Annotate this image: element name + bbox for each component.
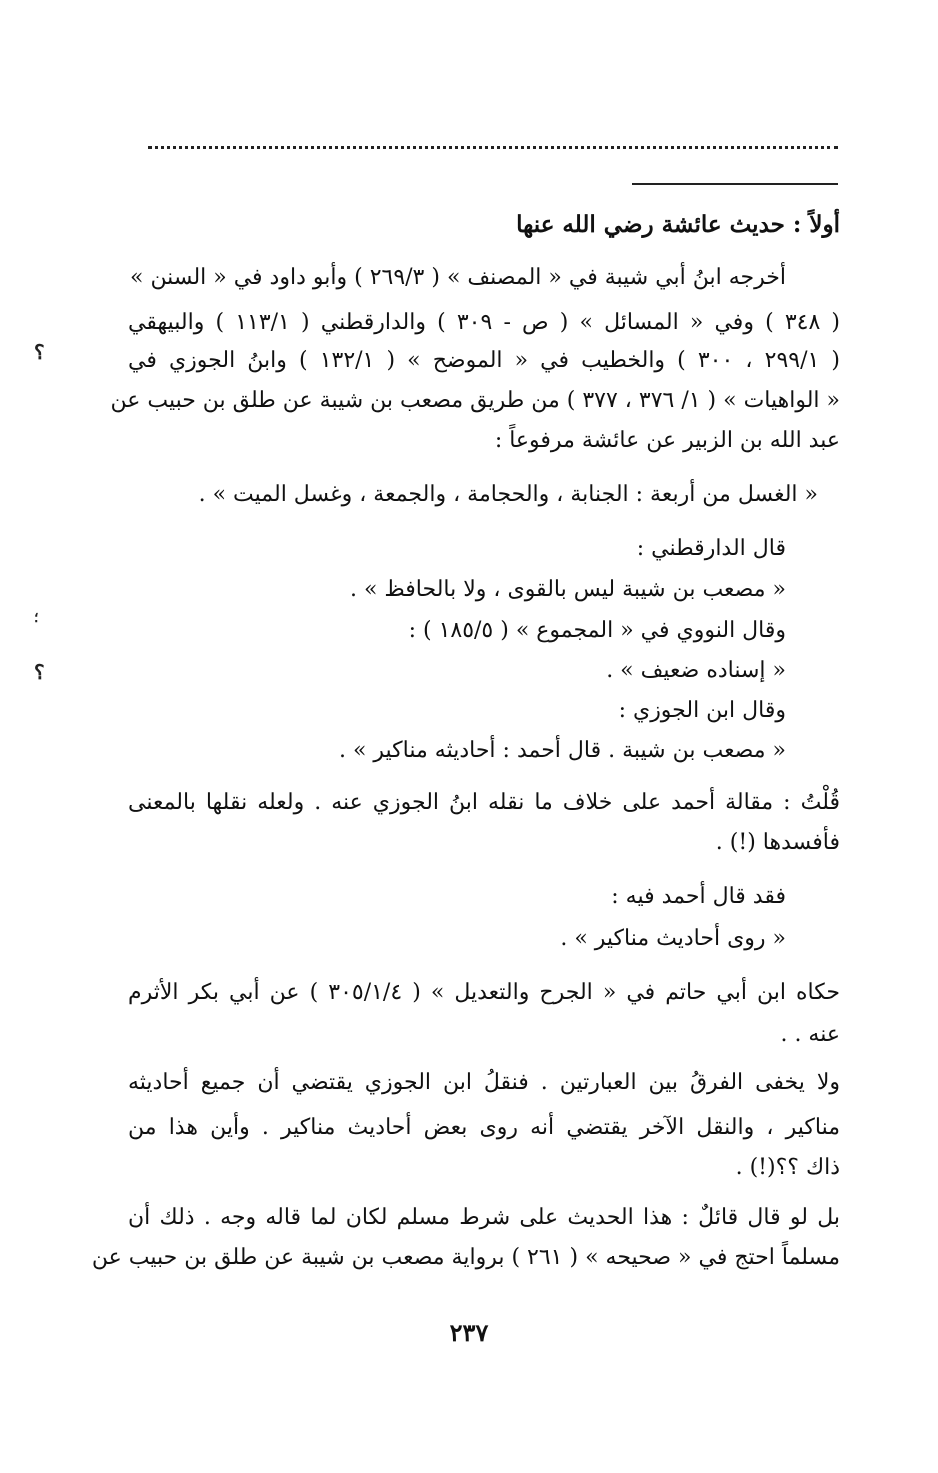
section-heading: أولاً : حديث عائشة رضي الله عنها [516, 211, 840, 238]
nawawi-intro: وقال النووي في « المجموع » ( ١٨٥/٥ ) : [408, 618, 786, 643]
heading-rule [632, 183, 838, 185]
paragraph-line: ( ٣٤٨ ) وفي « المسائل » ( ص - ٣٠٩ ) والدارقطني ( ١١٣/١ ) والبيهقي [128, 310, 840, 335]
daraqutni-intro: قال الدارقطني : [636, 536, 786, 561]
jawzi-quote: « مصعب بن شيبة . قال أحمد : أحاديثه مناكير » . [338, 738, 786, 763]
qultu-line: فأفسدها (!) . [715, 830, 840, 855]
jawzi-intro: وقال ابن الجوزي : [618, 698, 786, 723]
paragraph-line: أخرجه ابنُ أبي شيبة في « المصنف » ( ٢٦٩/٣ ) وأبو داود في « السنن » [129, 265, 786, 290]
paragraph-line: ( ٢٩٩/١ ، ٣٠٠ ) والخطيب في « الموضح » ( ١٣٢/١ ) وابنُ الجوزي في [128, 348, 840, 373]
paragraph-line: عبد الله بن الزبير عن عائشة مرفوعاً : [494, 428, 840, 453]
law-qala-line: مسلماً احتج في « صحيحه » ( ٢٦١ ) برواية مصعب بن شيبة عن طلق بن حبيب عن [91, 1245, 840, 1270]
paragraph-line: « الواهيات » ( ١/ ٣٧٦ ، ٣٧٧ ) من طريق مصعب بن شيبة عن طلق بن حبيب عن [110, 388, 840, 413]
abihatim-line: حكاه ابن أبي حاتم في « الجرح والتعديل » ( ٣٠٥/١/٤ ) عن أبي بكر الأثرم [128, 980, 840, 1005]
farq-line: مناكير ، والنقل الآخر يقتضي أنه روى بعض أحاديث مناكير . وأين هذا من [128, 1115, 840, 1140]
qultu-line: قُلْتُ : مقالة أحمد على خلاف ما نقله ابنُ الجوزي عنه . ولعله نقلها بالمعنى [128, 790, 840, 815]
law-qala-line: بل لو قال قائلٌ : هذا الحديث على شرط مسلم لكان لما قاله وجه . ذلك أن [128, 1205, 840, 1230]
hadith-quote: « الغسل من أربعة : الجنابة ، والحجامة ، والجمعة ، وغسل الميت » . [198, 482, 818, 507]
page-number: ٢٣٧ [449, 1318, 489, 1347]
daraqutni-quote: « مصعب بن شيبة ليس بالقوى ، ولا بالحافظ » . [349, 577, 786, 602]
farq-line: ولا يخفى الفرقُ بين العبارتين . فنقلُ ابن الجوزي يقتضي أن جميع أحاديثه [128, 1070, 840, 1095]
farq-line: ذاك ؟؟(!) . [735, 1155, 840, 1180]
margin-mark: ؟ [34, 660, 45, 684]
abihatim-line: عنه . . [780, 1022, 840, 1047]
dotted-separator [148, 146, 838, 149]
ahmad-intro: فقد قال أحمد فيه : [611, 884, 786, 909]
margin-mark: ؟ [34, 340, 45, 364]
nawawi-quote: « إسناده ضعيف » . [606, 658, 786, 683]
ahmad-quote: « روى أحاديث مناكير » . [560, 926, 786, 951]
margin-mark: ؛ [34, 610, 39, 626]
